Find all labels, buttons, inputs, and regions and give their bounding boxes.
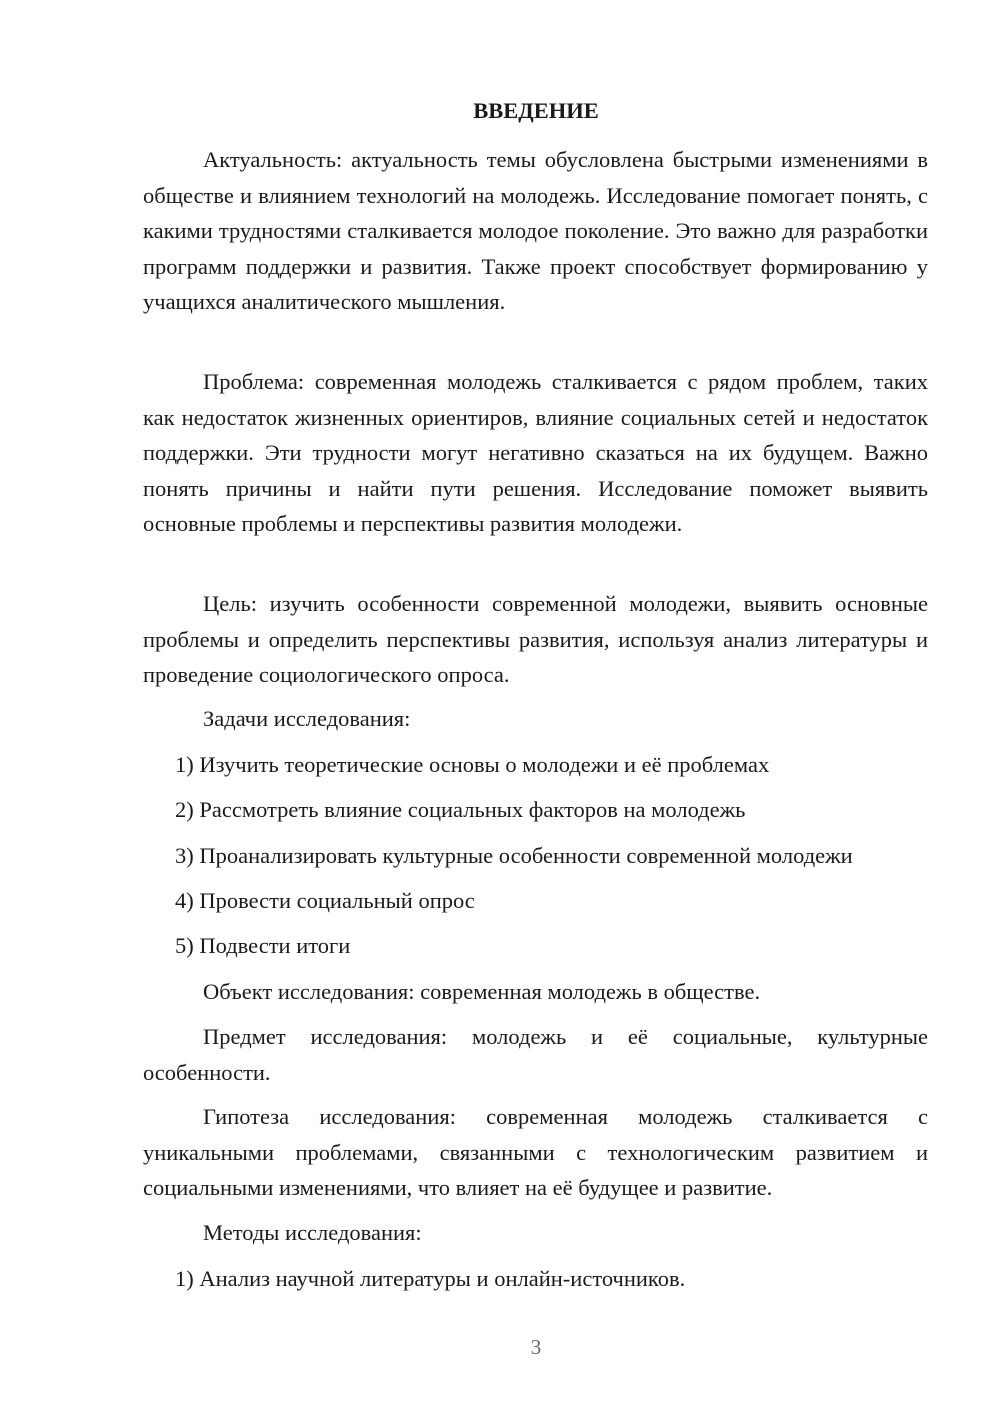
task-item: 1) Изучить теоретические основы о молодежи и её проблемах [175, 752, 770, 777]
task-item: 3) Проанализировать культурные особенности современной молодежи [175, 843, 853, 868]
page-title: ВВЕДЕНИЕ [473, 98, 599, 123]
relevance-paragraph: Актуальность: актуальность темы обусловлена быстрыми изменениями в обществе и влиянием технологий на молодежь. Исследование помогает понять, с какими трудностями сталкивается молодое поколение. Это важно для разработки программ поддержки и развития. Также проект способствует формированию у учащихся аналитического мышления. [143, 147, 928, 315]
methods-heading: Методы исследования: [203, 1220, 422, 1245]
method-item: 1) Анализ научной литературы и онлайн-источников. [175, 1266, 686, 1291]
hypothesis-paragraph: Гипотеза исследования: современная молодежь сталкивается с уникальными проблемами, связанными с технологическим развитием и социальными изменениями, что влияет на её будущее и развитие. [143, 1104, 928, 1201]
goal-paragraph: Цель: изучить особенности современной молодежи, выявить основные проблемы и определить перспективы развития, используя анализ литературы и проведение социологического опроса. [143, 591, 928, 688]
task-item: 5) Подвести итоги [175, 933, 351, 958]
task-item: 2) Рассмотреть влияние социальных факторов на молодежь [175, 797, 746, 822]
object-paragraph: Объект исследования: современная молодежь в обществе. [203, 979, 761, 1004]
subject-paragraph: Предмет исследования: молодежь и её социальные, культурные особенности. [143, 1024, 928, 1085]
tasks-heading: Задачи исследования: [203, 706, 411, 731]
page-number: 3 [530, 1335, 542, 1359]
task-item: 4) Провести социальный опрос [175, 888, 475, 913]
problem-paragraph: Проблема: современная молодежь сталкивается с рядом проблем, таких как недостаток жизненных ориентиров, влияние социальных сетей и недостаток поддержки. Эти трудности могут негативно сказаться на их будущем. Важно понять причины и найти пути решения. Исследование поможет выявить основные проблемы и перспективы развития молодежи. [143, 369, 928, 537]
